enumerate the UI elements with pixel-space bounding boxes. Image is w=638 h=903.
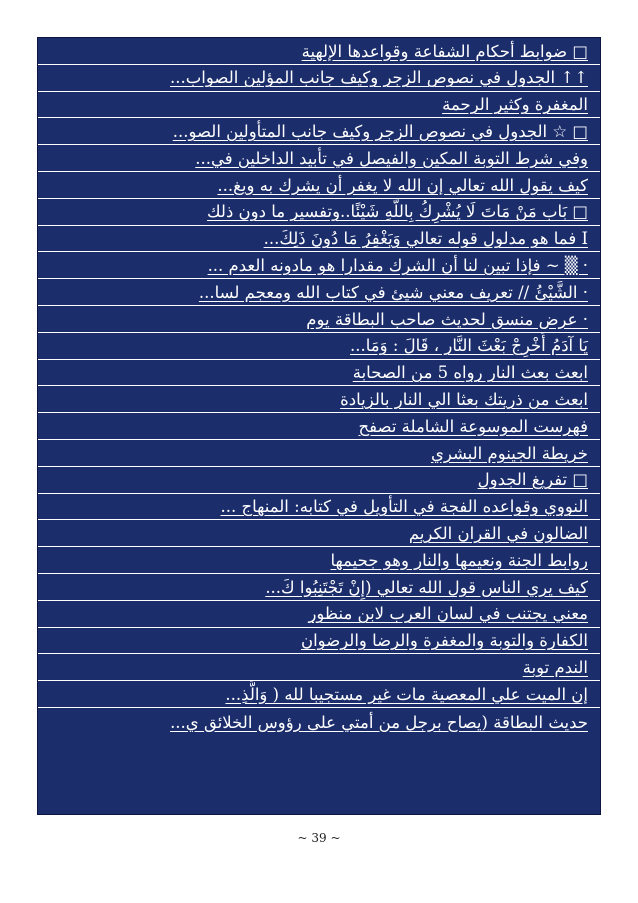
toc-link[interactable]: □ ضوابط أحكام الشفاعة وقواعدها الإلهية — [301, 41, 588, 61]
toc-link[interactable]: إن الميت علي المعصية مات غير مستجيبا لله ( وَالَّذِ... — [225, 684, 588, 704]
toc-link[interactable]: روابط الجنة ونعيمها والنار وهو جحيمها — [330, 550, 588, 570]
toc-link[interactable]: · عرض منسق لحديث صاحب البطاقة يوم — [306, 309, 588, 329]
toc-link[interactable]: · ▒ ~ فإذا تبين لنا أن الشرك مقدارا هو مادونه العدم ... — [207, 256, 588, 276]
toc-row[interactable] — [38, 172, 600, 199]
toc-link[interactable]: النووي وقواعده الفجة في التأويل في كتابه: المنهاج ... — [220, 497, 588, 517]
toc-row[interactable] — [38, 654, 600, 681]
toc-row[interactable] — [38, 92, 600, 119]
toc-row[interactable] — [38, 494, 600, 521]
toc-link[interactable]: ↑↑ الجدول في نصوص الزجر وكيف جانب المؤلين الصواب... — [170, 68, 588, 88]
toc-link[interactable]: المغفرة وكثير الرحمة — [442, 95, 588, 115]
toc-row[interactable] — [38, 708, 600, 735]
toc-row[interactable] — [38, 547, 600, 574]
toc-link[interactable]: يَا آدَمُ أَخْرِجْ بَعْثَ النَّار ، قَالَ : وَمَا... — [350, 336, 588, 356]
toc-row[interactable] — [38, 252, 600, 279]
toc-link[interactable]: كيف يري الناس قول الله تعالي (إِنْ تَجْتَنِبُوا كَ... — [265, 577, 588, 597]
toc-link[interactable]: فهرست الموسوعة الشاملة تصفح — [358, 416, 588, 436]
toc-row[interactable] — [38, 306, 600, 333]
toc-row[interactable] — [38, 601, 600, 628]
toc-row[interactable] — [38, 413, 600, 440]
page-number: ~ 39 ~ — [297, 831, 341, 845]
toc-row[interactable] — [38, 279, 600, 306]
table-of-contents — [37, 37, 601, 815]
toc-link[interactable]: الكفارة والتوبة والمغفرة والرضا والرضوان — [300, 631, 588, 651]
toc-row[interactable] — [38, 440, 600, 467]
toc-link[interactable]: ابعث بعث النار رواه 5 من الصحابة — [352, 363, 588, 383]
toc-link[interactable]: □ بَاب مَنْ مَاتَ لَا يُشْرِكُ بِاللَّهِ شَيْئًا..وتفسير ما دون ذلك — [207, 202, 588, 222]
toc-link[interactable]: معني يجتنب في لسان العرب لابن منظور — [308, 604, 588, 624]
toc-link[interactable]: ابعث من ذريتك بعثا الي النار بالزيادة — [340, 390, 588, 410]
toc-row[interactable] — [38, 520, 600, 547]
toc-link[interactable]: حديث البطاقة (يصاح برجل من أمتي على رؤوس الخلائق ي... — [170, 712, 588, 732]
toc-link[interactable]: □ ☆ الجدول في نصوص الزجر وكيف جانب المتأولين الصو... — [172, 122, 588, 142]
toc-row[interactable] — [38, 681, 600, 708]
toc-row[interactable] — [38, 574, 600, 601]
toc-row[interactable] — [38, 145, 600, 172]
toc-row[interactable] — [38, 65, 600, 92]
toc-link[interactable]: كيف يقول الله تعالي إن الله لا يغفر أن يشرك به ويغ... — [217, 175, 588, 195]
toc-link[interactable]: □ تفريغ الجدول — [477, 470, 588, 490]
toc-link[interactable]: I فما هو مدلول قوله تعالي وَيَغْفِرُ مَا دُونَ ذَلِكَ... — [263, 229, 588, 249]
toc-row[interactable] — [38, 333, 600, 360]
toc-link[interactable]: · الشَّيْئُ // تعريف معني شيئ في كتاب الله ومعجم لسا... — [198, 282, 588, 302]
toc-row[interactable] — [38, 118, 600, 145]
toc-row[interactable] — [38, 360, 600, 387]
toc-link[interactable]: الضالون في القران الكريم — [408, 524, 588, 543]
toc-row[interactable] — [38, 628, 600, 655]
toc-row[interactable] — [38, 467, 600, 494]
toc-link[interactable]: وفي شرط التوبة المكين والفيصل في تأبيد الداخلين في... — [195, 148, 588, 168]
toc-row[interactable] — [38, 386, 600, 413]
toc-link[interactable]: الندم توبة — [522, 657, 588, 677]
toc-row[interactable] — [38, 199, 600, 226]
toc-row[interactable] — [38, 226, 600, 253]
toc-link[interactable]: خريطة الجينوم البشري — [430, 443, 588, 463]
toc-row[interactable] — [38, 38, 600, 65]
